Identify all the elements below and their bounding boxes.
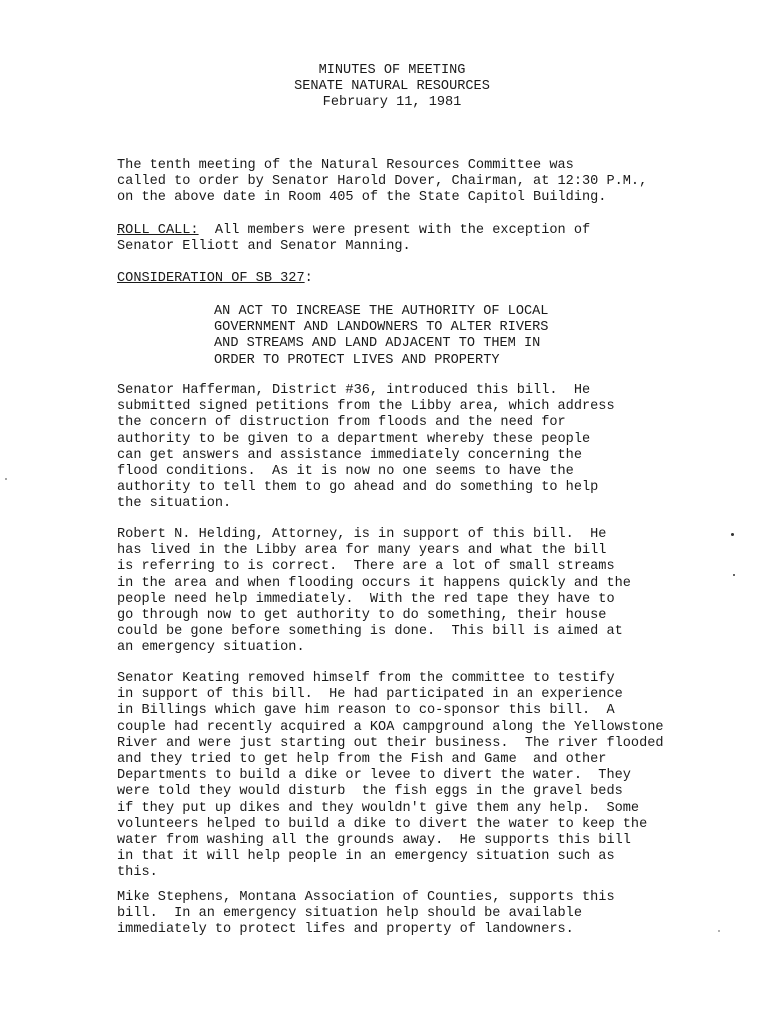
paragraph-line: in support of this bill. He had participated in an experience bbox=[117, 687, 623, 703]
minutes-title: MINUTES OF MEETING bbox=[318, 63, 466, 78]
roll-call-heading: ROLL CALL: bbox=[117, 223, 199, 238]
helding-paragraph bbox=[117, 527, 767, 657]
paragraph-line: immediately to protect lifes and property of landowners. bbox=[117, 922, 574, 938]
intro-paragraph bbox=[117, 158, 767, 207]
paragraph-line: volunteers helped to build a dike to divert the water to keep the bbox=[117, 816, 648, 832]
paragraph-line: flood conditions. As it is now no one seems to have the bbox=[117, 464, 574, 480]
paragraph-line: were told they would disturb the fish eggs in the gravel beds bbox=[117, 784, 623, 800]
paragraph-line: couple had recently acquired a KOA campground along the Yellowstone bbox=[117, 719, 664, 735]
scan-speck bbox=[733, 574, 735, 576]
paragraph-line: Senator Keating removed himself from the committee to testify bbox=[117, 671, 615, 686]
paragraph-line: bill. In an emergency situation help should be available bbox=[117, 906, 582, 922]
paragraph-line: called to order by Senator Harold Dover, Chairman, at 12:30 P.M., bbox=[117, 174, 648, 190]
paragraph-line: Senator Hafferman, District #36, introduced this bill. He bbox=[117, 383, 591, 398]
bill-title-line: ORDER TO PROTECT LIVES AND PROPERTY bbox=[214, 352, 500, 368]
paragraph-line: on the above date in Room 405 of the State Capitol Building. bbox=[117, 190, 607, 206]
paragraph-line: water from washing all the grounds away. He supports this bill bbox=[117, 833, 631, 849]
hafferman-paragraph bbox=[117, 383, 767, 513]
scan-speck bbox=[731, 533, 734, 536]
roll-call-paragraph bbox=[117, 223, 767, 255]
document-header bbox=[0, 63, 770, 112]
paragraph-line: Departments to build a dike or levee to divert the water. They bbox=[117, 768, 631, 784]
roll-call-text: All members were present with the exception of bbox=[198, 223, 591, 238]
bill-title-line: GOVERNMENT AND LANDOWNERS TO ALTER RIVERS bbox=[214, 320, 549, 336]
paragraph-line: in that it will help people in an emergency situation such as bbox=[117, 849, 615, 865]
paragraph-line: authority to tell them to go ahead and do something to help bbox=[117, 480, 599, 496]
keating-paragraph bbox=[117, 671, 767, 882]
paragraph-line: authority to be given to a department whereby these people bbox=[117, 431, 591, 447]
paragraph-line: River and were just starting out their business. The river flooded bbox=[117, 735, 664, 751]
consideration-section bbox=[117, 271, 767, 287]
paragraph-line: can get answers and assistance immediately concerning the bbox=[117, 447, 582, 463]
heading-colon: : bbox=[304, 271, 313, 286]
paragraph-line: in the area and when flooding occurs it happens quickly and the bbox=[117, 575, 631, 591]
scan-speck bbox=[5, 478, 7, 480]
paragraph-line: The tenth meeting of the Natural Resources Committee was bbox=[117, 158, 574, 173]
committee-name: SENATE NATURAL RESOURCES bbox=[294, 79, 490, 95]
paragraph-line: has lived in the Libby area for many years and what the bill bbox=[117, 543, 607, 559]
paragraph-line: Senator Elliott and Senator Manning. bbox=[117, 239, 411, 255]
bill-title bbox=[214, 304, 770, 369]
paragraph-line: the situation. bbox=[117, 496, 232, 512]
scan-speck bbox=[718, 930, 720, 932]
paragraph-line: and they tried to get help from the Fish and Game and other bbox=[117, 752, 607, 768]
bill-title-line: AN ACT TO INCREASE THE AUTHORITY OF LOCAL bbox=[214, 304, 549, 319]
paragraph-line: Mike Stephens, Montana Association of Counties, supports this bbox=[117, 890, 615, 905]
consideration-heading: CONSIDERATION OF SB 327 bbox=[117, 271, 305, 286]
paragraph-line: is referring to is correct. There are a lot of small streams bbox=[117, 559, 615, 575]
paragraph-line: the concern of distruction from floods and the need for bbox=[117, 415, 566, 431]
paragraph-line: could be gone before something is done. This bill is aimed at bbox=[117, 624, 623, 640]
stephens-paragraph bbox=[117, 890, 767, 939]
paragraph-line: Robert N. Helding, Attorney, is in support of this bill. He bbox=[117, 527, 607, 542]
paragraph-line: this. bbox=[117, 865, 158, 881]
bill-title-line: AND STREAMS AND LAND ADJACENT TO THEM IN bbox=[214, 336, 541, 352]
meeting-date: February 11, 1981 bbox=[322, 95, 462, 111]
paragraph-line: in Billings which gave him reason to co-sponsor this bill. A bbox=[117, 703, 615, 719]
paragraph-line: an emergency situation. bbox=[117, 640, 305, 656]
paragraph-line: go through now to get authority to do something, their house bbox=[117, 608, 607, 624]
paragraph-line: submitted signed petitions from the Libby area, which address bbox=[117, 399, 615, 415]
paragraph-line: if they put up dikes and they wouldn't give them any help. Some bbox=[117, 800, 640, 816]
paragraph-line: people need help immediately. With the red tape they have to bbox=[117, 591, 615, 607]
